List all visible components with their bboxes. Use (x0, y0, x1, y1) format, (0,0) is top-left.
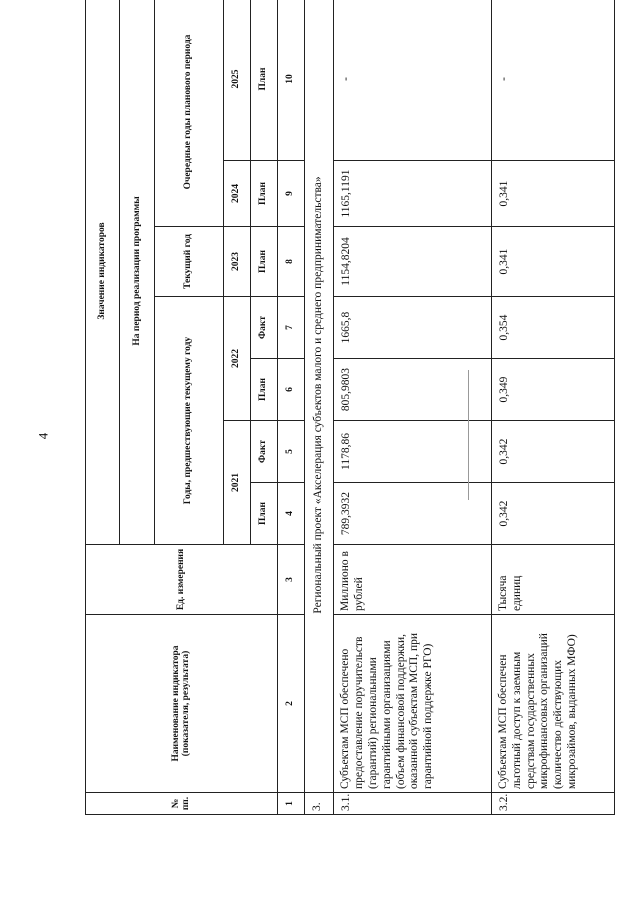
value-fact-2021: 1178,86 (334, 421, 491, 483)
value-plan-2021: 0,342 (491, 483, 614, 545)
indicator-unit: Тысяча единиц (491, 545, 614, 615)
header-year-2021: 2021 (223, 421, 250, 545)
header-plan-2023: План (250, 227, 277, 297)
header-plan-2025: План (250, 0, 277, 161)
indicator-name: Субъектам МСП обеспечен льготный доступ к заемным средствам государственных микрофинансовых организаций (количество действующих микрозаймов, выданных МФО) (491, 615, 614, 793)
header-num: № пп. (86, 793, 278, 815)
value-plan-2025: - (334, 0, 491, 161)
section-title: Региональный проект «Акселерация субъектов малого и среднего предпринимательства» (304, 0, 334, 793)
table-row (491, 0, 614, 815)
header-plan-2021: План (250, 483, 277, 545)
col-number: 3 (277, 545, 304, 615)
rotated-table-area (85, 18, 615, 815)
indicator-name: Субъектам МСП обеспечено предоставление поручительств (гарантий) региональными гарантийными организациями (объем финансовой поддержки, оказанной субъектам МСП, при гарантийной поддержке РГО) (334, 615, 491, 793)
col-number: 9 (277, 161, 304, 227)
scan-divider-line (468, 370, 469, 500)
col-number: 5 (277, 421, 304, 483)
header-period: На период реализации программы (120, 0, 154, 545)
rotated-table-wrapper (85, 18, 615, 815)
value-plan-2023: 0,341 (491, 227, 614, 297)
value-fact-2022: 0,354 (491, 297, 614, 359)
col-number: 1 (277, 793, 304, 815)
value-plan-2021: 789,3932 (334, 483, 491, 545)
indicator-unit: Миллионо в рублей (334, 545, 491, 615)
header-name: Наименование индикатора (показателя, результата) (86, 615, 278, 793)
section-number: 3. (304, 793, 334, 815)
value-plan-2025: - (491, 0, 614, 161)
indicators-table (85, 0, 615, 815)
row-number: 3.1. (334, 793, 491, 815)
header-year-2025: 2025 (223, 0, 250, 161)
header-unit: Ед. измерения (86, 545, 278, 615)
header-fact-2022: Факт (250, 297, 277, 359)
col-number: 8 (277, 227, 304, 297)
col-number: 2 (277, 615, 304, 793)
header-plan-2022: План (250, 359, 277, 421)
header-fact-2021: Факт (250, 421, 277, 483)
value-plan-2022: 0,349 (491, 359, 614, 421)
header-year-2022: 2022 (223, 297, 250, 421)
col-number: 6 (277, 359, 304, 421)
header-values: Значение индикаторов (86, 0, 120, 545)
col-number: 7 (277, 297, 304, 359)
header-plan-2024: План (250, 161, 277, 227)
row-number: 3.2. (491, 793, 614, 815)
value-plan-2024: 0,341 (491, 161, 614, 227)
header-prev-years: Годы, предшествующие текущему году (154, 297, 223, 545)
header-current-year: Текущий год (154, 227, 223, 297)
value-plan-2024: 1165,1191 (334, 161, 491, 227)
col-number: 10 (277, 0, 304, 161)
column-numbers-row (277, 0, 304, 815)
header-year-2023: 2023 (223, 227, 250, 297)
header-year-2024: 2024 (223, 161, 250, 227)
value-plan-2023: 1154,8204 (334, 227, 491, 297)
col-number: 4 (277, 483, 304, 545)
page-number: 4 (35, 432, 51, 440)
value-fact-2022: 1665,8 (334, 297, 491, 359)
section-row (304, 0, 334, 815)
header-next-years: Очередные годы планового периода (154, 0, 223, 227)
value-fact-2021: 0,342 (491, 421, 614, 483)
value-plan-2022: 805,9803 (334, 359, 491, 421)
